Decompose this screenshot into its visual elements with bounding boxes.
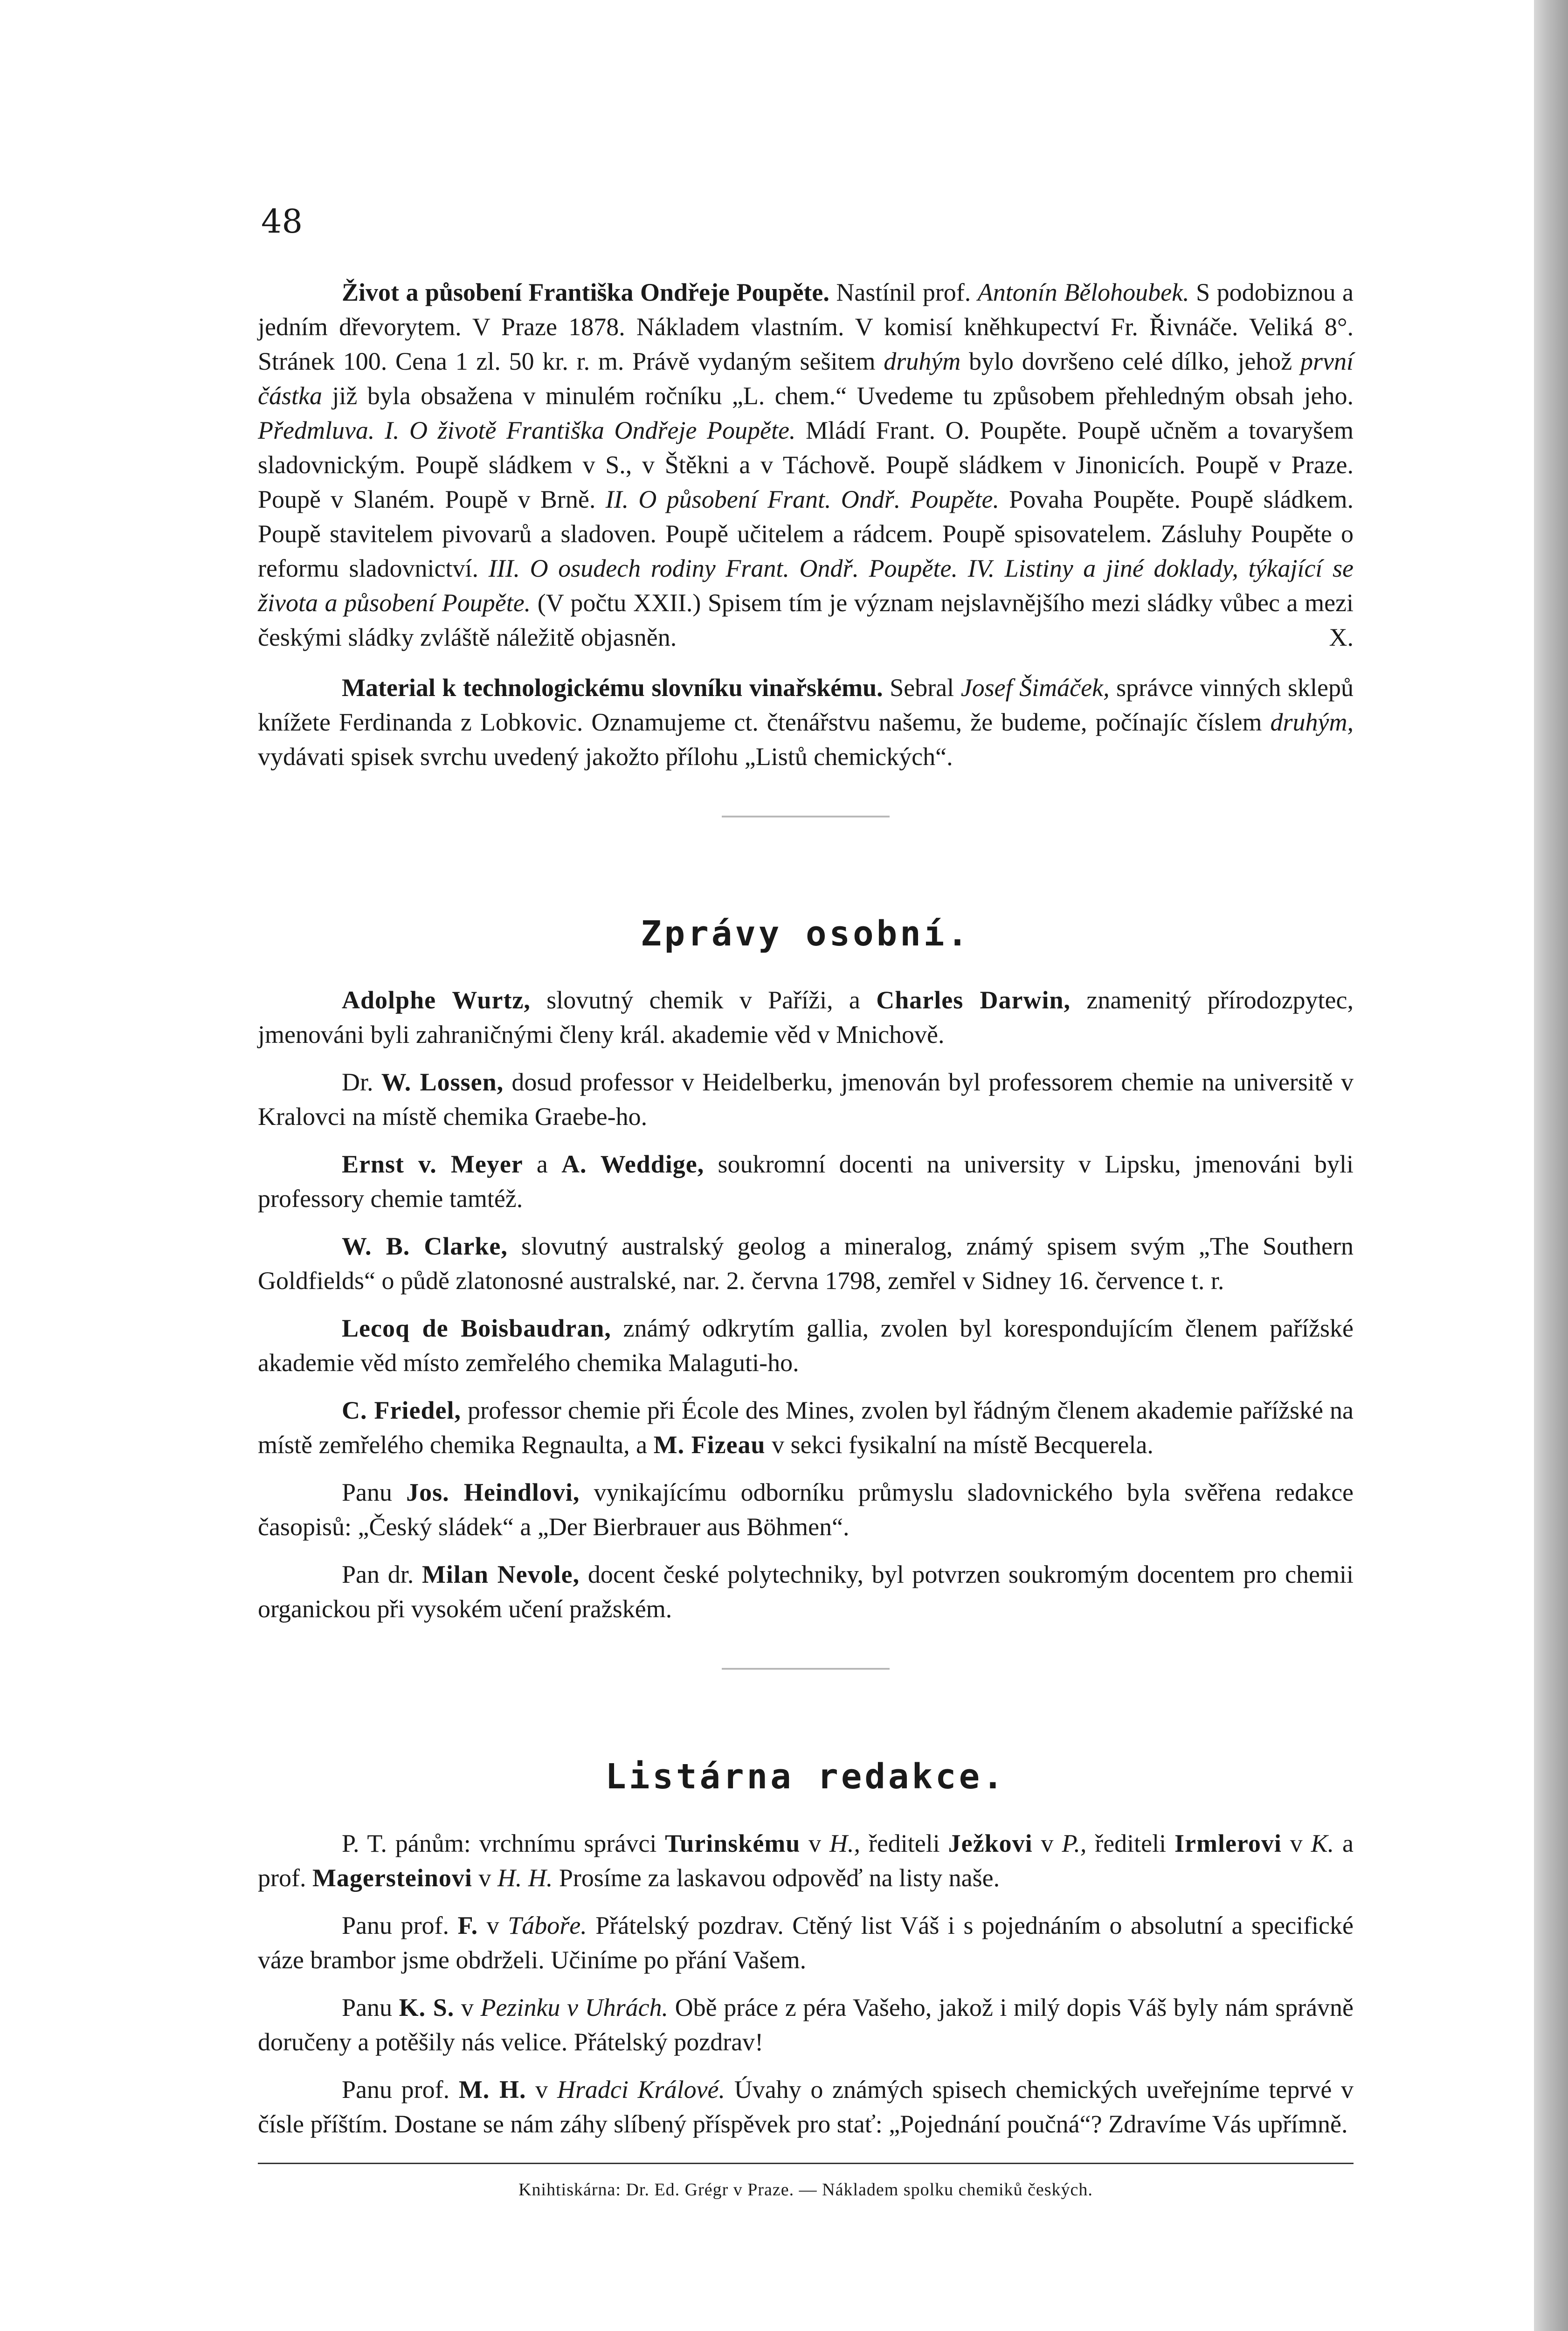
news-text: vynikajícímu odborníku průmyslu sladovnického byla svěřena redakce časopisů: „Český sládek“ a „Der Bierbrauer aus Böhmen“. <box>258 1478 1354 1541</box>
letter-item <box>258 2072 1354 2141</box>
page-content <box>258 275 1354 2207</box>
letter-text: v <box>1032 1829 1062 1857</box>
letter-text: v <box>478 1911 508 1939</box>
review-author: Josef Šimáček, <box>960 674 1110 702</box>
letter-text: Úvahy o známých spisech chemických uveřejníme teprvé v čísle příštím. Dostane se nám záhy slíbený příspěvek pro stať: „Pojednání poučná“? Zdravíme Vás upřímně. <box>258 2075 1354 2138</box>
review-emphasis: první částka <box>258 347 1354 410</box>
person-name: A. Weddige, <box>561 1150 705 1179</box>
recipient-name: Irmlerovi <box>1174 1829 1282 1857</box>
personal-news-list <box>258 983 1354 1626</box>
letter-text: Prosíme za laskavou odpověď na listy naše. <box>553 1863 1000 1892</box>
letter-text: v <box>526 2075 557 2103</box>
letter-text: Panu <box>342 1993 399 2021</box>
letter-text: v <box>1281 1829 1311 1857</box>
news-text: Pan dr. <box>342 1560 414 1589</box>
review-emphasis: II. O působení Frant. Ondř. Poupěte. <box>605 485 999 513</box>
personal-news-item <box>258 1311 1354 1380</box>
section-heading-personal: Zprávy osobní. <box>641 914 971 954</box>
letter-text: řediteli <box>860 1829 948 1857</box>
news-text: znamenitý přírodozpytec, jmenováni byli zahraničnými členy král. akademie věd v Mnichově. <box>258 986 1354 1049</box>
person-name: W. B. Clarke, <box>342 1232 508 1261</box>
place-name: P., <box>1062 1829 1087 1857</box>
place-name: K. <box>1311 1829 1334 1857</box>
editorial-letters-list <box>258 1826 1354 2141</box>
letter-text: Obě práce z péra Vašeho, jakož i milý dopis Váš byly nám správně doručeny a potěšily nás velice. Přátelský pozdrav! <box>258 1993 1354 2056</box>
person-name: Adolphe Wurtz, <box>342 986 531 1014</box>
review-emphasis: III. O osudech rodiny Frant. Ondř. Poupěte. IV. Listiny a jiné doklady, týkající se života a působení Poupěte. <box>258 554 1354 617</box>
personal-news-item <box>258 1229 1354 1298</box>
news-text: Dr. <box>342 1068 373 1097</box>
letter-text: v <box>472 1863 497 1892</box>
review-signature: X. <box>1329 623 1354 651</box>
place-name: Hradci Králové. <box>557 2075 725 2103</box>
book-review-vinarsky-slovnik <box>258 670 1354 774</box>
news-text: Panu <box>342 1478 392 1507</box>
personal-news-item <box>258 1147 1354 1216</box>
news-text: v sekci fysikalní na místě Becquerela. <box>772 1431 1154 1459</box>
personal-news-item <box>258 1065 1354 1134</box>
review-body: bylo dovršeno celé dílko, jehož <box>968 347 1292 375</box>
news-text: a <box>536 1150 548 1179</box>
page-number: 48 <box>261 202 303 241</box>
recipient-name: Magersteinovi <box>312 1863 472 1892</box>
review-byline: Sebral <box>890 674 954 702</box>
recipient-name: Ježkovi <box>948 1829 1033 1857</box>
review-body: Mládí Frant. O. Poupěte. Poupě učněm a tovaryšem sladovnickým. Poupě sládkem v S., v Štěkni a v Táchově. Poupě sládkem v Jinonicích. Poupě v Praze. Poupě v Slaném. Poupě v Brně. <box>258 416 1354 513</box>
review-body: (V počtu XXII.) Spisem tím je význam nejslavnějšího mezi sládky vůbec a mezi českými sládky zvláště náležitě objasněn. <box>258 589 1354 651</box>
letter-item <box>258 1908 1354 1977</box>
person-name: Lecoq de Boisbaudran, <box>342 1314 611 1343</box>
news-text: professor chemie při École des Mines, zvolen byl řádným členem akademie pařížské na místě zemřelého chemika Regnaulta, a <box>258 1396 1354 1459</box>
printer-imprint: Knihtiskárna: Dr. Ed. Grégr v Praze. — Nákladem spolku chemiků českých. <box>518 2179 1093 2200</box>
review-title: Život a působení Františka Ondřeje Poupěte. <box>342 278 829 306</box>
review-byline: Nastínil prof. <box>836 278 971 306</box>
section-divider <box>722 1668 890 1669</box>
letter-text: P. T. pánům: vrchnímu správci <box>342 1829 665 1857</box>
letter-text: v <box>454 1993 481 2021</box>
letter-text: v <box>800 1829 829 1857</box>
person-name: W. Lossen, <box>381 1068 504 1097</box>
review-emphasis: Předmluva. I. O životě Františka Ondřeje Poupěte. <box>258 416 796 444</box>
news-text: dosud professor v Heidelberku, jmenován byl professorem chemie na universitě v Kralovci na místě chemika Graebe-ho. <box>258 1068 1354 1131</box>
section-heading-letters: Listárna redakce. <box>605 1757 1006 1797</box>
recipient-name: F. <box>457 1911 478 1939</box>
footer-rule <box>258 2163 1354 2164</box>
place-name: H., <box>829 1829 860 1857</box>
personal-news-item <box>258 1557 1354 1626</box>
review-author: Antonín Bělohoubek. <box>977 278 1189 306</box>
news-text: docent české polytechniky, byl potvrzen soukromým docentem pro chemii organickou při vysokém učení pražském. <box>258 1560 1354 1623</box>
review-emphasis: druhým, <box>1270 708 1354 736</box>
section-divider <box>722 816 890 817</box>
place-name: H. H. <box>497 1863 553 1892</box>
review-body: již byla obsažena v minulém ročníku „L. chem.“ Uvedeme tu způsobem přehledným obsah jeho. <box>332 382 1354 410</box>
letter-text: řediteli <box>1086 1829 1174 1857</box>
letter-text: a prof. <box>258 1829 1354 1892</box>
person-name: C. Friedel, <box>342 1396 461 1425</box>
review-body: S podobiznou a jedním dřevorytem. V Praze 1878. Nákladem vlastním. V komisí kněhkupectví Fr. Řivnáče. Veliká 8°. Stránek 100. Cena 1 zl. 50 kr. r. m. Právě vydaným sešitem <box>258 278 1354 375</box>
person-name: Jos. Heindlovi, <box>406 1478 580 1507</box>
letter-item <box>258 1826 1354 1895</box>
review-body: správce vinných sklepů knížete Ferdinanda z Lobkovic. Oznamujeme ct. čtenářstvu našemu, že budeme, počínajíc číslem <box>258 674 1354 736</box>
letter-item <box>258 1990 1354 2059</box>
recipient-name: Turinskému <box>665 1829 801 1857</box>
review-body: Povaha Poupěte. Poupě sládkem. Poupě stavitelem pivovarů a sladoven. Poupě učitelem a rádcem. Poupě spisovatelem. Zásluhy Poupěte o reformu sladovnictví. <box>258 485 1354 582</box>
personal-news-item <box>258 1393 1354 1462</box>
review-emphasis: druhým <box>884 347 961 375</box>
letter-text: Přátelský pozdrav. Ctěný list Váš i s pojednáním o absolutní a specifické váze brambor jsme obdrželi. Učiníme po přání Vašem. <box>258 1911 1354 1974</box>
recipient-name: M. H. <box>458 2075 526 2103</box>
person-name: M. Fizeau <box>653 1431 766 1459</box>
letter-text: Panu prof. <box>342 2075 459 2103</box>
news-text: slovutný australský geolog a mineralog, známý spisem svým „The Southern Goldfields“ o půdě zlatonosné australské, nar. 2. června 1798, zemřel v Sidney 16. července t. r. <box>258 1232 1354 1295</box>
place-name: Táboře. <box>508 1911 587 1939</box>
letter-text: Panu prof. <box>342 1911 458 1939</box>
news-text: známý odkrytím gallia, zvolen byl korespondujícím členem pařížské akademie věd místo zemřelého chemika Malaguti-ho. <box>258 1314 1354 1377</box>
personal-news-item <box>258 983 1354 1052</box>
place-name: Pezinku v Uhrách. <box>480 1993 669 2021</box>
person-name: Milan Nevole, <box>421 1560 580 1589</box>
person-name: Charles Darwin, <box>876 986 1071 1014</box>
book-review-poupe <box>258 275 1354 655</box>
person-name: Ernst v. Meyer <box>342 1150 523 1179</box>
page-edge <box>1534 0 1568 2331</box>
personal-news-item <box>258 1475 1354 1544</box>
news-text: slovutný chemik v Paříži, a <box>546 986 860 1014</box>
review-title: Material k technologickému slovníku vinařskému. <box>342 674 883 702</box>
recipient-name: K. S. <box>399 1993 455 2021</box>
news-text: soukromní docenti na university v Lipsku, jmenováni byli professory chemie tamtéž. <box>258 1150 1354 1213</box>
review-body: vydávati spisek svrchu uvedený jakožto přílohu „Listů chemických“. <box>258 743 953 771</box>
